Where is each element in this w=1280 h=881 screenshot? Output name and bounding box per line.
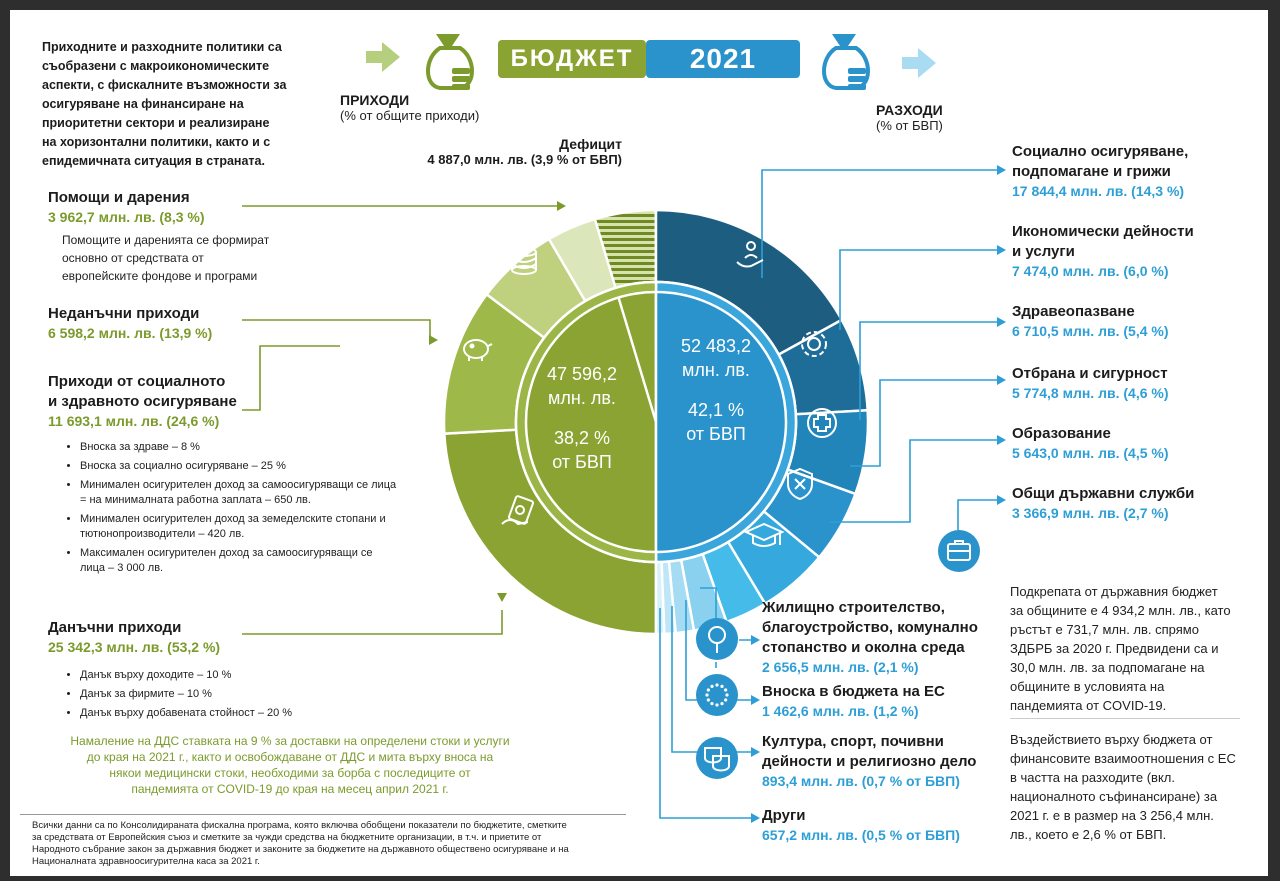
list-item: • Максимален осигурителен доход за самоосигуряващи се лица – 3 000 лв. bbox=[80, 546, 400, 576]
leader-arrow bbox=[557, 201, 566, 211]
leader-arrow bbox=[751, 813, 760, 823]
year-banner: 2021 bbox=[646, 40, 800, 78]
leader-arrow bbox=[997, 317, 1006, 327]
list-item: • Данък върху доходите – 10 % bbox=[80, 668, 400, 683]
hand-person-icon bbox=[734, 238, 768, 272]
leader-line bbox=[840, 250, 1000, 330]
eu-star bbox=[710, 685, 713, 688]
expenditure-title: РАЗХОДИ (% от БВП) bbox=[876, 102, 943, 133]
leader-line bbox=[860, 322, 1000, 420]
exp-item-education: Образование 5 643,0 млн. лв. (4,5 %) bbox=[1012, 425, 1169, 461]
eu-star bbox=[707, 688, 710, 691]
leader-arrow bbox=[997, 435, 1006, 445]
vat-note: Намаление на ДДС ставката на 9 % за доставки на определени стоки и услуги до края на 2021 г., както и освобождаване от ДДС и мита върху вноса на някои медицински стоки, необходими за борба с последиците от пандемията от COVID-19 до края на месец април 2021 г. bbox=[70, 734, 510, 796]
exp-item-other: Други 657,2 млн. лв. (0,5 % от БВП) bbox=[762, 807, 960, 843]
leader-line bbox=[242, 610, 502, 634]
footnote-divider bbox=[20, 814, 626, 815]
social-bullets bbox=[62, 440, 400, 580]
eu-note: Въздействието върху бюджета от финансовите взаимоотношения с ЕС в частта на разходите (вкл. националното съфинансиране) за 2021 г. е в размер на 3 256,4 млн. лв., което е 2,6 % от БВП. bbox=[1010, 732, 1236, 842]
eu-star bbox=[720, 702, 723, 705]
eu-star bbox=[724, 688, 727, 691]
exp-item-defence: Отбрана и сигурност 5 774,8 млн. лв. (4,6 %) bbox=[1012, 365, 1169, 401]
expenditure-center: 52 483,2 млн. лв. 42,1 % от БВП bbox=[680, 336, 752, 444]
tax-bullets bbox=[62, 668, 400, 725]
leader-arrow bbox=[997, 495, 1006, 505]
leader-arrow bbox=[751, 747, 760, 757]
coins-icon bbox=[506, 246, 542, 278]
leader-line bbox=[762, 170, 1000, 278]
municipal-note: Подкрепата от държавния бюджет за общините е 4 934,2 млн. лв., като ръстът е 731,7 млн. лв. спрямо ЗДБРБ за 2020 г. Предвидени са и 30,0 млн. лв. за подпомагане на общините в условията на пандемията от COVID-19. bbox=[1010, 584, 1231, 713]
eu-star bbox=[724, 698, 727, 701]
revenue-item-tax: Данъчни приходи 25 342,3 млн. лв. (53,2 %) bbox=[48, 619, 221, 655]
eu-star bbox=[720, 685, 723, 688]
eu-star bbox=[725, 693, 728, 696]
revenue-title: ПРИХОДИ (% от общите приходи) bbox=[340, 92, 480, 123]
list-item: • Вноска за социално осигуряване – 25 % bbox=[80, 459, 400, 474]
eu-star bbox=[715, 683, 718, 686]
exp-item-economic: Икономически дейности и услуги 7 474,0 млн. лв. (6,0 %) bbox=[1012, 223, 1194, 279]
budget-banner: БЮДЖЕТ bbox=[498, 40, 646, 78]
piggy-bank-icon bbox=[460, 334, 494, 362]
leader-line bbox=[242, 346, 340, 410]
eu-star bbox=[715, 703, 718, 706]
shield-icon bbox=[784, 466, 816, 502]
graduation-cap-icon bbox=[744, 520, 784, 554]
eu-star bbox=[707, 698, 710, 701]
infographic-page bbox=[10, 10, 1268, 876]
footnote: Всички данни са по Консолидираната фискална програма, която включва обобщени показатели по бюджетите, сметките за средствата от Европейския съюз и сметките за чужди средства на бюджетните организации, в т.ч. и приетите от Народното събрание закон за държавния бюджет и законите за бюджетите на държавното обществено осигуряване и на Националната здравноосигурителна каса за 2021 г. bbox=[32, 820, 569, 867]
leader-line bbox=[850, 380, 1000, 466]
leader-line bbox=[242, 320, 430, 340]
list-item: • Данък върху добавената стойност – 20 % bbox=[80, 706, 400, 721]
tree-icon bbox=[695, 617, 739, 661]
intro-text: Приходните и разходните политики са съобразени с макроикономическите аспекти, с фискалните възможности за осигуряване на финансиране на приоритетни сектори и реализиране на хоризонтални политики, както и с епидемичната ситуация в страната. bbox=[42, 40, 287, 168]
note-divider bbox=[1010, 718, 1240, 719]
leader-arrow bbox=[497, 593, 507, 602]
leader-arrow bbox=[751, 635, 760, 645]
exp-item-health: Здравеопазване 6 710,5 млн. лв. (5,4 %) bbox=[1012, 303, 1169, 339]
revenue-item-nontax: Неданъчни приходи 6 598,2 млн. лв. (13,9 %) bbox=[48, 305, 213, 341]
theater-masks-icon bbox=[695, 736, 739, 780]
exp-item-social: Социално осигуряване, подпомагане и грижи 17 844,4 млн. лв. (14,3 %) bbox=[1012, 143, 1189, 199]
revenue-center: 47 596,2 млн. лв. 38,2 % от БВП bbox=[546, 364, 618, 472]
hand-coin-icon bbox=[498, 494, 538, 534]
revenue-item-grants: Помощи и дарения 3 962,7 млн. лв. (8,3 %) Помощите и даренията се формират основно от средствата от европейските фондове и програми bbox=[48, 189, 270, 283]
leader-arrow bbox=[997, 245, 1006, 255]
deficit-label: Дефицит 4 887,0 млн. лв. (3,9 % от БВП) bbox=[427, 136, 622, 167]
exp-item-culture: Култура, спорт, почивни дейности и религиозно дело 893,4 млн. лв. (0,7 % от БВП) bbox=[762, 733, 977, 789]
exp-item-eu: Вноска в бюджета на ЕС 1 462,6 млн. лв. (1,2 %) bbox=[762, 683, 945, 719]
gear-icon bbox=[796, 326, 832, 362]
list-item: • Данък за фирмите – 10 % bbox=[80, 687, 400, 702]
exp-item-housing: Жилищно строителство, благоустройство, комунално стопанство и околна среда 2 656,5 млн. лв. (2,1 %) bbox=[762, 599, 978, 675]
revenue-item-social: Приходи от социалното и здравното осигуряване 11 693,1 млн. лв. (24,6 %) bbox=[48, 373, 237, 429]
leader-arrow bbox=[751, 695, 760, 705]
eu-star bbox=[710, 702, 713, 705]
leader-arrow bbox=[997, 165, 1006, 175]
eu-star bbox=[705, 693, 708, 696]
medical-cross-icon bbox=[805, 406, 839, 440]
list-item: • Минимален осигурителен доход за земеделските стопани и тютюнопроизводители – 420 лв. bbox=[80, 512, 400, 542]
exp-item-general: Общи държавни служби 3 366,9 млн. лв. (2,7 %) bbox=[1012, 485, 1195, 521]
eu-stars-icon bbox=[695, 673, 739, 717]
leader-arrow bbox=[997, 375, 1006, 385]
list-item: • Вноска за здраве – 8 % bbox=[80, 440, 400, 455]
leader-line bbox=[958, 500, 1000, 530]
briefcase-icon bbox=[937, 529, 981, 573]
list-item: • Минимален осигурителен доход за самоосигуряващи се лица = на минималната работна заплата – 650 лв. bbox=[80, 478, 400, 508]
leader-arrow bbox=[429, 335, 438, 345]
